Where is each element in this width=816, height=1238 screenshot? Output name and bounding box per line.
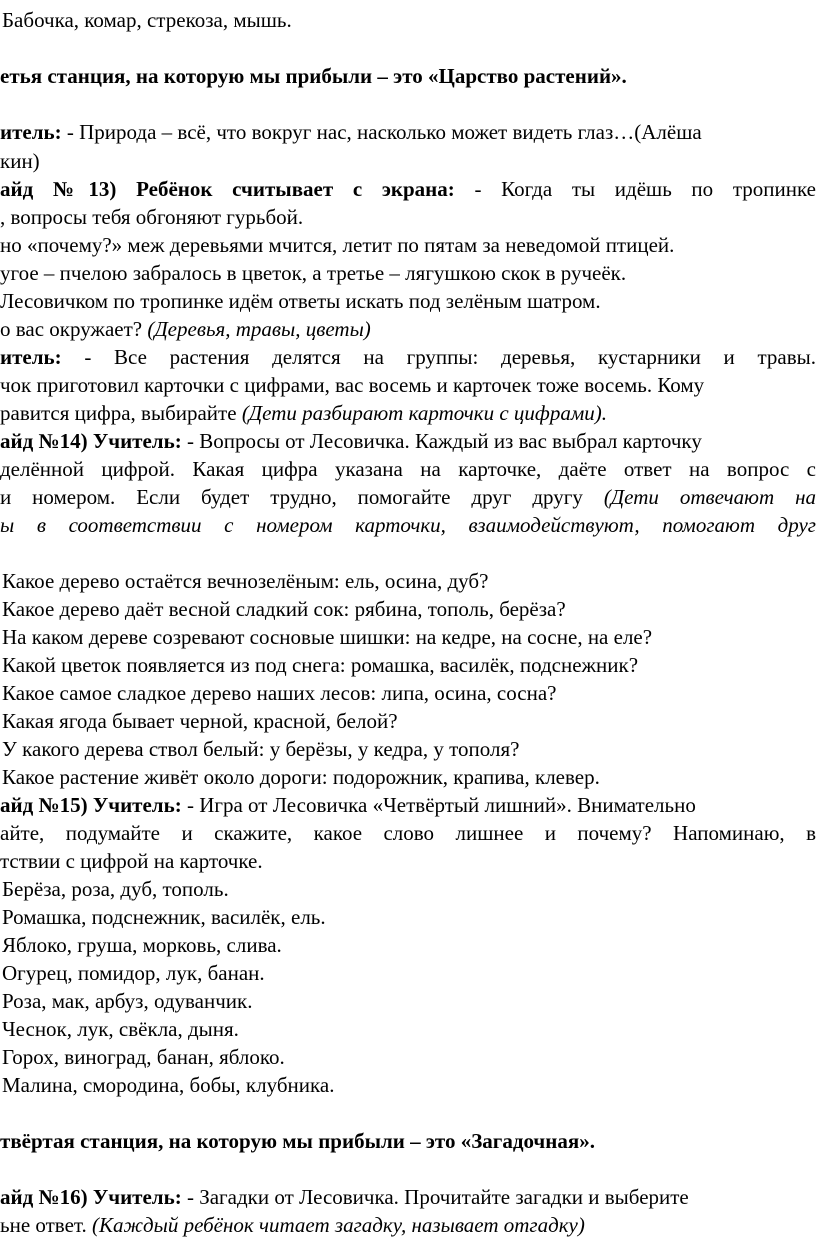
text-line xyxy=(0,343,816,371)
text-span: ьне ответ. xyxy=(0,1213,92,1237)
speaker-label: итель: xyxy=(0,345,62,369)
list-item: Какая ягода бывает черной, красной, белой? xyxy=(2,709,398,733)
text-line: угое – пчелою забралось в цветок, а третье – лягушкою скок в ручеёк. xyxy=(0,261,627,285)
list-item: Малина, смородина, бобы, клубника. xyxy=(2,1073,335,1097)
list-item: Какое растение живёт около дороги: подорожник, крапива, клевер. xyxy=(2,765,600,789)
italic-note: (Дети отвечают на xyxy=(603,485,816,509)
text-line: Лесовичком по тропинке идём ответы искать под зелёным шатром. xyxy=(0,289,601,313)
list-item: У какого дерева ствол белый: у берёзы, у кедра, у тополя? xyxy=(2,737,520,761)
slide-label: айд №15) Учитель: xyxy=(0,793,182,817)
italic-note: (Деревья, травы, цветы) xyxy=(147,317,371,341)
text-line: тствии с цифрой на карточке. xyxy=(0,849,263,873)
text-line: но «почему?» меж деревьями мчится, летит по пятам за неведомой птицей. xyxy=(0,233,675,257)
slide-label: айд №13) Ребёнок считывает с экрана: xyxy=(0,177,455,201)
text-line xyxy=(0,427,702,455)
text-span: - Природа – всё, что вокруг нас, насколько может видеть глаз…(Алёша xyxy=(66,120,702,144)
text-span: о вас окружает? xyxy=(0,317,148,341)
text-span: равится цифра, выбирайте xyxy=(0,401,242,425)
list-item: Какое дерево остаётся вечнозелёным: ель, осина, дуб? xyxy=(2,569,489,593)
section-heading: твёртая станция, на которую мы прибыли – это «Загадочная». xyxy=(0,1129,595,1153)
text-line xyxy=(0,118,702,146)
text-line: делённой цифрой. Какая цифра указана на карточке, даёте ответ на вопрос с xyxy=(0,457,816,481)
list-item: Какое самое сладкое дерево наших лесов: липа, осина, сосна? xyxy=(2,681,557,705)
italic-note: (Каждый ребёнок читает загадку, называет отгадку) xyxy=(92,1213,585,1237)
list-item: Ромашка, подснежник, василёк, ель. xyxy=(2,905,326,929)
text-line xyxy=(0,483,816,511)
list-item: Какое дерево даёт весной сладкий сок: рябина, тополь, берёза? xyxy=(2,597,566,621)
text-line xyxy=(0,1183,689,1211)
text-line xyxy=(0,1211,585,1238)
text-span: и номером. Если будет трудно, помогайте друг другу xyxy=(0,485,604,509)
italic-note: ы в соответствии с номером карточки, взаимодействуют, помогают друг xyxy=(0,513,816,537)
text-line: айте, подумайте и скажите, какое слово лишнее и почему? Напоминаю, в xyxy=(0,821,816,845)
text-line: кин) xyxy=(0,149,40,173)
text-line xyxy=(0,315,371,343)
text-line xyxy=(0,399,607,427)
speaker-label: итель: xyxy=(0,120,67,144)
list-item: Чеснок, лук, свёкла, дыня. xyxy=(2,1017,239,1041)
list-item: Какой цветок появляется из под снега: ромашка, василёк, подснежник? xyxy=(2,653,639,677)
italic-note: (Дети разбирают карточки с цифрами). xyxy=(241,401,607,425)
list-item: Берёза, роза, дуб, тополь. xyxy=(2,877,229,901)
text-line xyxy=(0,175,816,203)
list-item: Огурец, помидор, лук, банан. xyxy=(2,961,265,985)
text-span: - Игра от Лесовичка «Четвёртый лишний». Внимательно xyxy=(181,793,696,817)
text-span: - Когда ты идёшь по тропинке xyxy=(474,177,816,201)
text-span: - Все растения делятся на группы: деревья, кустарники и травы. xyxy=(84,345,816,369)
list-item: На каком дереве созревают сосновые шишки: на кедре, на сосне, на еле? xyxy=(2,625,653,649)
list-item: Горох, виноград, банан, яблоко. xyxy=(2,1045,285,1069)
text-line: Бабочка, комар, стрекоза, мышь. xyxy=(2,8,292,32)
text-line: , вопросы тебя обгоняют гурьбой. xyxy=(0,205,304,229)
list-item: Роза, мак, арбуз, одуванчик. xyxy=(2,989,253,1013)
slide-label: айд №14) Учитель: xyxy=(0,429,182,453)
slide-label: айд №16) Учитель: xyxy=(0,1185,182,1209)
text-span: - Вопросы от Лесовичка. Каждый из вас выбрал карточку xyxy=(181,429,702,453)
text-line xyxy=(0,791,696,819)
text-line: чок приготовил карточки с цифрами, вас восемь и карточек тоже восемь. Кому xyxy=(0,373,705,397)
text-span: - Загадки от Лесовичка. Прочитайте загадки и выберите xyxy=(181,1185,689,1209)
list-item: Яблоко, груша, морковь, слива. xyxy=(2,933,282,957)
section-heading: етья станция, на которую мы прибыли – это «Царство растений». xyxy=(0,64,627,88)
